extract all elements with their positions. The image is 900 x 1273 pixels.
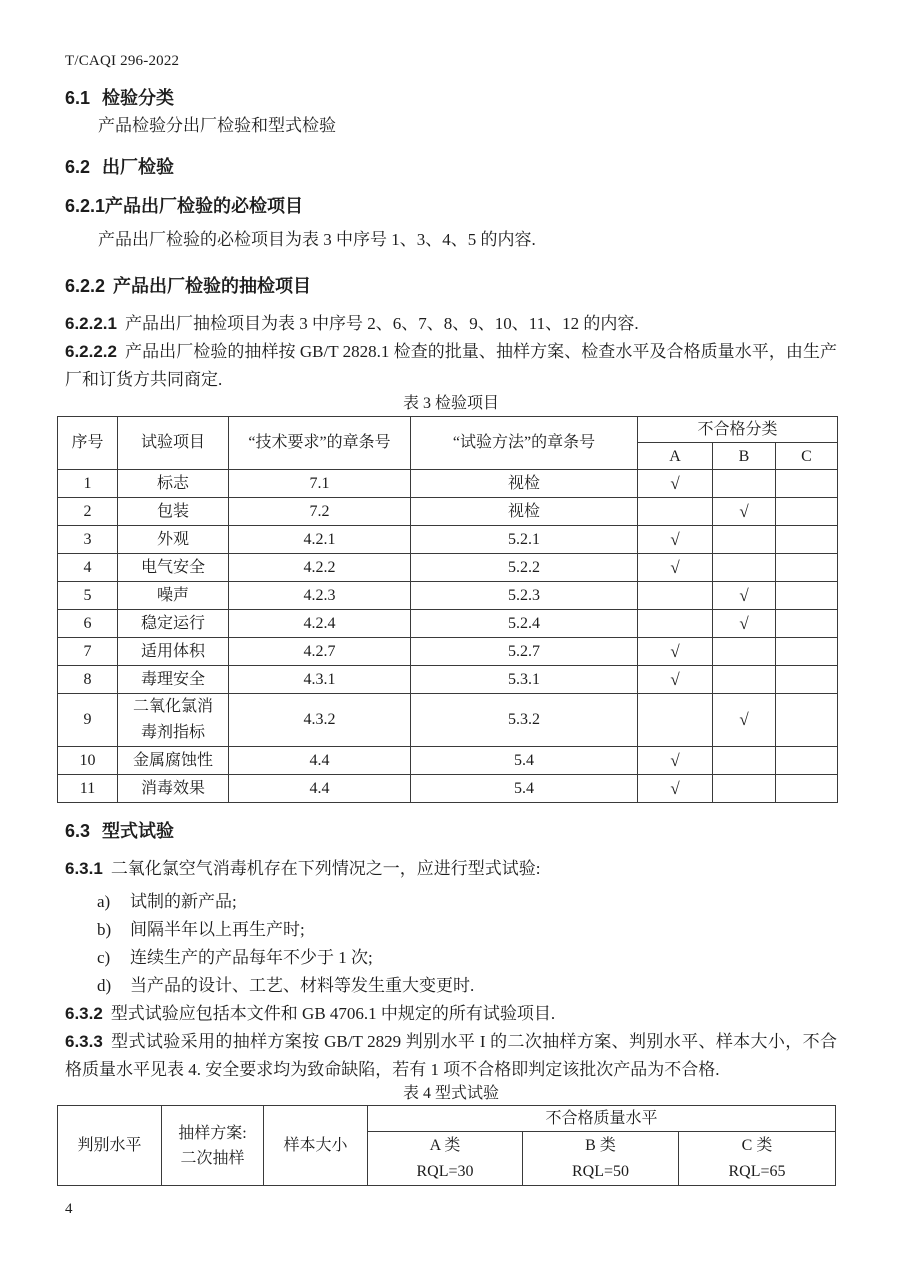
cell-item: 电气安全 xyxy=(118,554,229,582)
cell-method: 5.2.4 xyxy=(411,610,638,638)
table3-caption: 表 3 检验项目 xyxy=(402,395,499,412)
cell-seq: 4 xyxy=(58,554,118,582)
cell-class-c xyxy=(776,610,838,638)
cell-tech: 4.2.2 xyxy=(229,554,411,582)
list-item xyxy=(97,888,837,916)
clause-6-3-3 xyxy=(65,1028,837,1084)
cell-seq: 8 xyxy=(58,666,118,694)
cell-method: 5.2.3 xyxy=(411,582,638,610)
col-header-defect-group: 不合格分类 xyxy=(638,417,838,443)
paragraph-6-2-1: 产品出厂检验的必检项目为表 3 中序号 1、3、4、5 的内容. xyxy=(98,230,536,249)
cell-class-b: √ xyxy=(713,582,776,610)
cell-seq: 1 xyxy=(58,470,118,498)
col-header-item: 试验项目 xyxy=(118,417,229,470)
type-test-condition-list xyxy=(65,888,837,1000)
cell-class-a: √ xyxy=(638,747,713,775)
table-row xyxy=(58,638,838,666)
standard-number: T/CAQI 296-2022 xyxy=(65,53,180,69)
cell-class-a xyxy=(638,498,713,526)
list-item-text: 连续生产的产品每年不少于 1 次; xyxy=(130,948,373,967)
cell-seq: 9 xyxy=(58,694,118,747)
cell-method: 5.3.2 xyxy=(411,694,638,747)
cell-item: 包装 xyxy=(118,498,229,526)
cell-tech: 4.2.4 xyxy=(229,610,411,638)
section-title: 型式试验 xyxy=(102,821,175,841)
section-number: 6.2 xyxy=(65,157,91,177)
cell-item: 毒理安全 xyxy=(118,666,229,694)
cell-class-b xyxy=(713,638,776,666)
table-row xyxy=(58,582,838,610)
cell-seq: 10 xyxy=(58,747,118,775)
list-item-text: 当产品的设计、工艺、材料等发生重大变更时. xyxy=(130,976,475,995)
sampling-plan-line1: 抽样方案: xyxy=(178,1124,247,1142)
section-title: 产品出厂检验的必检项目 xyxy=(105,196,304,216)
section-heading-6-2-2 xyxy=(65,276,837,296)
cell-tech: 4.2.7 xyxy=(229,638,411,666)
cell-tech: 4.4 xyxy=(229,775,411,803)
cell-class-c xyxy=(776,582,838,610)
cell-tech: 4.3.2 xyxy=(229,694,411,747)
cell-seq: 11 xyxy=(58,775,118,803)
class-name: A 类 xyxy=(429,1136,461,1154)
class-name: B 类 xyxy=(585,1136,616,1154)
page-number: 4 xyxy=(65,1201,73,1217)
cell-class-a xyxy=(638,694,713,747)
cell-item: 适用体积 xyxy=(118,638,229,666)
cell-class-c xyxy=(679,1132,836,1186)
cell-class-a: √ xyxy=(638,554,713,582)
list-item-label: b) xyxy=(97,920,112,939)
cell-seq: 2 xyxy=(58,498,118,526)
col-header-method: “试验方法”的章条号 xyxy=(411,417,638,470)
table-row xyxy=(58,498,838,526)
cell-class-b xyxy=(713,470,776,498)
cell-class-b xyxy=(713,554,776,582)
table-type-test xyxy=(57,1105,836,1186)
list-item xyxy=(97,944,837,972)
cell-class-c xyxy=(776,470,838,498)
cell-class-c xyxy=(776,526,838,554)
clause-text: 二氧化氯空气消毒机存在下列情况之一，应进行型式试验: xyxy=(110,859,541,878)
table-inspection-items xyxy=(57,416,838,803)
section-heading-6-2-1 xyxy=(65,196,837,216)
cell-class-a: √ xyxy=(638,470,713,498)
col-header-seq: 序号 xyxy=(58,417,118,470)
cell-class-b: √ xyxy=(713,694,776,747)
clause-text: 型式试验采用的抽样方案按 GB/T 2829 判别水平 I 的二次抽样方案、判别水平、样本大小，不合格质量水平见表 4. 安全要求均为致命缺陷，若有 1 项不合格即判定该批次产品为不合格. xyxy=(65,1032,837,1079)
section-heading-6-2 xyxy=(65,157,837,177)
cell-class-b xyxy=(523,1132,679,1186)
cell-class-b xyxy=(713,666,776,694)
class-rql: RQL=30 xyxy=(416,1162,474,1180)
class-rql: RQL=50 xyxy=(571,1162,630,1180)
cell-seq: 3 xyxy=(58,526,118,554)
cell-class-a: √ xyxy=(638,775,713,803)
cell-class-b xyxy=(713,747,776,775)
cell-class-b xyxy=(713,775,776,803)
section-title: 检验分类 xyxy=(102,88,175,108)
cell-method: 5.2.1 xyxy=(411,526,638,554)
cell-class-b: √ xyxy=(713,498,776,526)
cell-item: 外观 xyxy=(118,526,229,554)
list-item-text: 试制的新产品; xyxy=(130,892,237,911)
section-number: 6.2.2 xyxy=(65,276,106,296)
section-number: 6.2.1 xyxy=(65,196,106,216)
table4-header-row-1 xyxy=(58,1106,836,1132)
col-header-sampling-plan xyxy=(162,1106,264,1186)
cell-class-c xyxy=(776,638,838,666)
clause-number: 6.3.2 xyxy=(65,1004,103,1023)
cell-tech: 7.2 xyxy=(229,498,411,526)
col-header-class-c: C xyxy=(776,443,838,470)
col-header-class-b: B xyxy=(713,443,776,470)
cell-seq: 6 xyxy=(58,610,118,638)
table-row xyxy=(58,526,838,554)
cell-class-a xyxy=(368,1132,523,1186)
table-row xyxy=(58,554,838,582)
clause-number: 6.2.2.2 xyxy=(65,342,117,361)
section-heading-6-1 xyxy=(65,88,837,108)
section-title: 产品出厂检验的抽检项目 xyxy=(113,276,312,296)
cell-class-b xyxy=(713,526,776,554)
class-name: C 类 xyxy=(741,1136,773,1154)
table-row xyxy=(58,470,838,498)
cell-item: 噪声 xyxy=(118,582,229,610)
cell-class-c xyxy=(776,694,838,747)
cell-seq: 7 xyxy=(58,638,118,666)
cell-method: 5.4 xyxy=(411,747,638,775)
cell-class-a: √ xyxy=(638,526,713,554)
cell-item: 消毒效果 xyxy=(118,775,229,803)
cell-item: 标志 xyxy=(118,470,229,498)
cell-tech: 4.2.3 xyxy=(229,582,411,610)
section-number: 6.3 xyxy=(65,821,91,841)
section-heading-6-3 xyxy=(65,821,837,841)
cell-method: 视检 xyxy=(411,470,638,498)
clause-text: 产品出厂检验的抽样按 GB/T 2828.1 检查的批量、抽样方案、检查水平及合格质量水平，由生产厂和订货方共同商定. xyxy=(65,342,837,389)
cell-class-c xyxy=(776,775,838,803)
clause-text: 型式试验应包括本文件和 GB 4706.1 中规定的所有试验项目. xyxy=(110,1004,556,1023)
cell-item: 金属腐蚀性 xyxy=(118,747,229,775)
class-rql: RQL=65 xyxy=(728,1162,786,1180)
cell-class-a: √ xyxy=(638,638,713,666)
section-title: 出厂检验 xyxy=(102,157,175,177)
table-row xyxy=(58,747,838,775)
table-row xyxy=(58,610,838,638)
col-header-judgment-level: 判别水平 xyxy=(58,1106,162,1186)
clause-6-2-2-2 xyxy=(65,338,837,394)
cell-class-a xyxy=(638,610,713,638)
table-row xyxy=(58,666,838,694)
clause-text: 产品出厂抽检项目为表 3 中序号 2、6、7、8、9、10、11、12 的内容. xyxy=(125,314,639,333)
list-item-text: 间隔半年以上再生产时; xyxy=(130,920,305,939)
clause-number: 6.3.1 xyxy=(65,859,103,878)
paragraph-6-1: 产品检验分出厂检验和型式检验 xyxy=(98,116,336,135)
clause-6-3-2 xyxy=(65,1000,837,1028)
col-header-sample-size: 样本大小 xyxy=(264,1106,368,1186)
cell-method: 5.3.1 xyxy=(411,666,638,694)
cell-class-b: √ xyxy=(713,610,776,638)
list-item-label: a) xyxy=(97,892,111,911)
clause-number: 6.3.3 xyxy=(65,1032,103,1051)
clause-6-2-2-1 xyxy=(65,310,837,338)
clause-number: 6.2.2.1 xyxy=(65,314,117,333)
list-item xyxy=(97,916,837,944)
cell-item: 稳定运行 xyxy=(118,610,229,638)
list-item-label: c) xyxy=(97,948,111,967)
cell-seq: 5 xyxy=(58,582,118,610)
cell-class-a: √ xyxy=(638,666,713,694)
cell-tech: 4.3.1 xyxy=(229,666,411,694)
cell-class-c xyxy=(776,498,838,526)
clause-6-3-1 xyxy=(65,855,837,883)
cell-class-c xyxy=(776,666,838,694)
table3-header-row-1 xyxy=(58,417,838,443)
cell-tech: 4.2.1 xyxy=(229,526,411,554)
table4-caption: 表 4 型式试验 xyxy=(402,1085,499,1102)
cell-method: 5.2.7 xyxy=(411,638,638,666)
cell-method: 5.2.2 xyxy=(411,554,638,582)
sampling-plan-line2: 二次抽样 xyxy=(180,1149,245,1167)
cell-tech: 4.4 xyxy=(229,747,411,775)
col-header-quality-level-group: 不合格质量水平 xyxy=(368,1106,836,1132)
cell-item: 二氧化氯消毒剂指标 xyxy=(118,694,229,747)
list-item xyxy=(97,972,837,1000)
cell-class-c xyxy=(776,747,838,775)
col-header-class-a: A xyxy=(638,443,713,470)
cell-method: 5.4 xyxy=(411,775,638,803)
col-header-tech: “技术要求”的章条号 xyxy=(229,417,411,470)
cell-class-a xyxy=(638,582,713,610)
table-row xyxy=(58,775,838,803)
section-number: 6.1 xyxy=(65,88,91,108)
table-row xyxy=(58,694,838,747)
cell-class-c xyxy=(776,554,838,582)
list-item-label: d) xyxy=(97,976,112,995)
cell-tech: 7.1 xyxy=(229,470,411,498)
cell-method: 视检 xyxy=(411,498,638,526)
